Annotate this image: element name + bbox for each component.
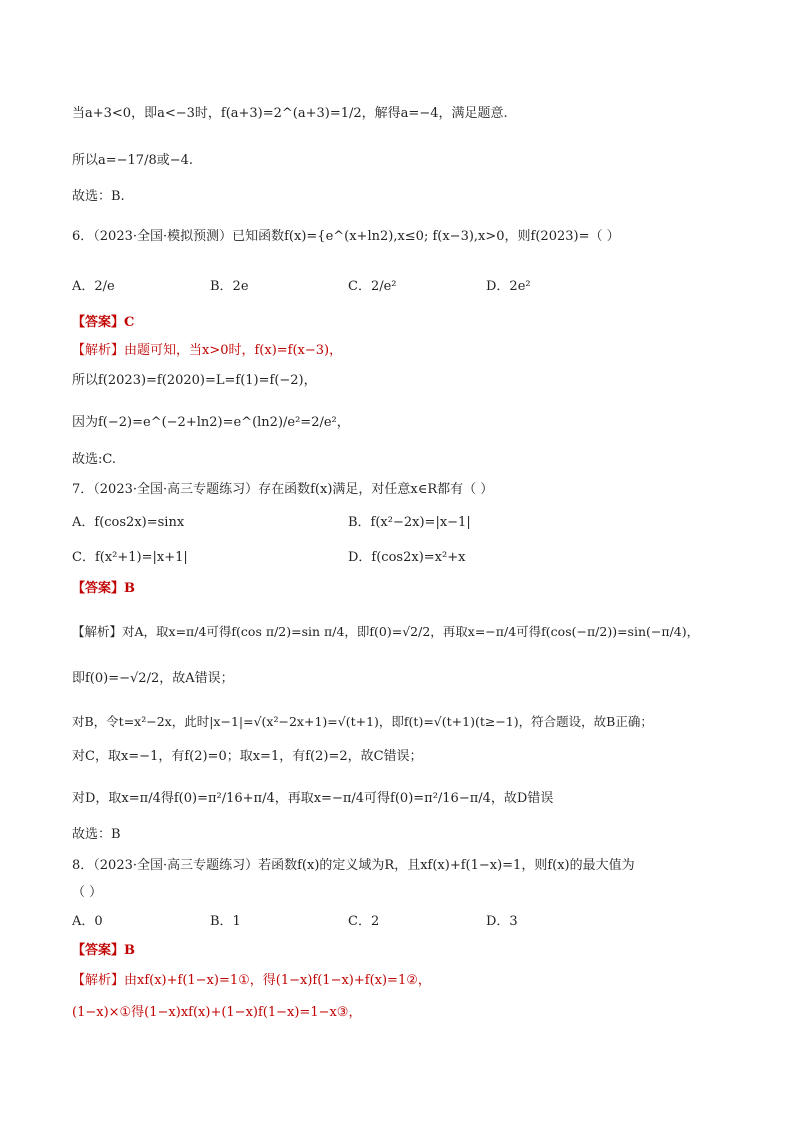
solution-line: 对D，取x=π/4得f(0)=π²/16+π/4，再取x=−π/4可得f(0)=π²/16−π/4，故D错误 — [72, 791, 554, 806]
solution-line: 故选：B. — [72, 189, 125, 204]
q8-answer: 【答案】B — [72, 943, 135, 958]
q8-option-d: D．3 — [486, 914, 518, 929]
q7-analysis: 【解析】对A，取x=π/4可得f(cos π/2)=sin π/4，即f(0)=√2/2，再取x=−π/4可得f(cos(−π/2))=sin(−π/4)， — [72, 624, 700, 639]
solution-line: (1−x)×①得(1−x)xf(x)+(1−x)f(1−x)=1−x③， — [72, 1005, 362, 1020]
q6-answer: 【答案】C — [72, 315, 135, 330]
q8-option-c: C．2 — [348, 914, 380, 929]
solution-line: 所以f(2023)=f(2020)=L=f(1)=f(−2)， — [72, 373, 317, 388]
solution-line: 对C，取x=−1，有f(2)=0；取x=1，有f(2)=2，故C错误； — [72, 749, 423, 764]
q6-option-c: C．2/e² — [348, 279, 397, 294]
q8-option-a: A．0 — [72, 914, 103, 929]
q6-option-b: B．2e — [210, 279, 249, 294]
solution-line: 所以a=−17/8或−4. — [72, 153, 194, 168]
solution-line: 对B，令t=x²−2x，此时|x−1|=√(x²−2x+1)=√(t+1)，即f(t)=√(t+1)(t≥−1)，符合题设，故B正确； — [72, 714, 653, 729]
q8-option-b: B．1 — [210, 914, 241, 929]
q7-option-a: A．f(cos2x)=sinx — [72, 515, 185, 530]
q6-option-a: A．2/e — [72, 279, 115, 294]
q6-option-d: D．2e² — [486, 279, 531, 294]
solution-line: 当a+3<0，即a<−3时，f(a+3)=2^(a+3)=1/2，解得a=−4，满足题意. — [72, 106, 508, 121]
q7-option-c: C．f(x²+1)=|x+1| — [72, 550, 188, 565]
question-8: 8．（2023·全国·高三专题练习）若函数f(x)的定义域为R，且xf(x)+f(1−x)=1，则f(x)的最大值为 — [72, 858, 635, 873]
q7-option-b: B．f(x²−2x)=|x−1| — [348, 515, 471, 530]
solution-line: 即f(0)=−√2/2，故A错误； — [72, 671, 234, 686]
q7-option-d: D．f(cos2x)=x²+x — [348, 550, 466, 565]
solution-line: 故选:C. — [72, 452, 116, 467]
q7-answer: 【答案】B — [72, 581, 135, 596]
solution-line: 因为f(−2)=e^(−2+ln2)=e^(ln2)/e²=2/e²， — [72, 415, 350, 430]
solution-line: 故选：B — [72, 827, 121, 842]
question-7: 7．（2023·全国·高三专题练习）存在函数f(x)满足，对任意x∈R都有（ ） — [72, 482, 494, 497]
q8-analysis: 【解析】由xf(x)+f(1−x)=1①，得(1−x)f(1−x)+f(x)=1②， — [72, 973, 431, 988]
q8-paren: （ ） — [72, 885, 103, 900]
question-6: 6．（2023·全国·模拟预测）已知函数f(x)={e^(x+ln2),x≤0; f(x−3),x>0，则f(2023)=（ ） — [72, 229, 620, 244]
q6-analysis: 【解析】由题可知，当x>0时，f(x)=f(x−3)， — [72, 343, 343, 358]
